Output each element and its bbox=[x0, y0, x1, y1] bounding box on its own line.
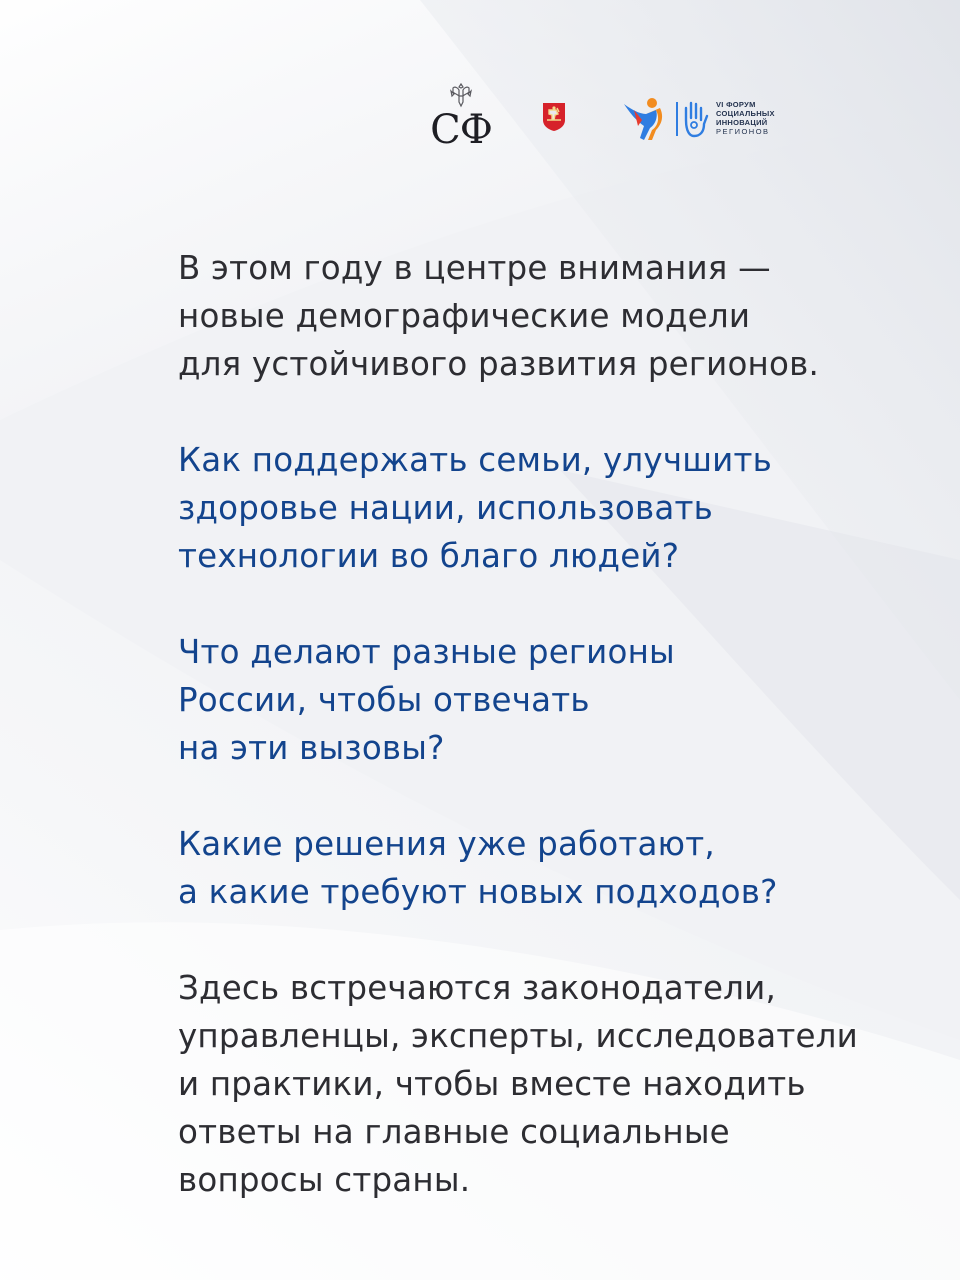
closing-paragraph bbox=[178, 964, 938, 1204]
text-line: и практики, чтобы вместе находить bbox=[178, 1065, 806, 1103]
jumping-person-icon bbox=[622, 96, 666, 142]
question-paragraph-solutions bbox=[178, 820, 938, 916]
sf-logo-text: СФ bbox=[430, 107, 492, 153]
text-line: технологии во благо людей? bbox=[178, 537, 680, 575]
header-logos bbox=[410, 82, 790, 162]
social-innovations-forum-logo bbox=[622, 96, 792, 146]
text-line: на эти вызовы? bbox=[178, 729, 445, 767]
text-line: для устойчивого развития регионов. bbox=[178, 345, 819, 383]
question-paragraph-families bbox=[178, 436, 938, 580]
moscow-coat-of-arms-icon bbox=[542, 102, 566, 132]
forum-subtitle: РЕГИОНОВ bbox=[716, 127, 770, 136]
double-headed-eagle-icon bbox=[447, 82, 475, 108]
text-line: ответы на главные социальные bbox=[178, 1113, 730, 1151]
text-line: Как поддержать семьи, улучшить bbox=[178, 441, 772, 479]
text-line: здоровье нации, использовать bbox=[178, 489, 713, 527]
text-line: В этом году в центре внимания — bbox=[178, 249, 771, 287]
forum-title bbox=[716, 100, 775, 136]
text-line: управленцы, эксперты, исследователи bbox=[178, 1017, 858, 1055]
text-line: Какие решения уже работают, bbox=[178, 825, 715, 863]
forum-title-line: VI ФОРУМ bbox=[716, 100, 756, 109]
text-line: вопросы страны. bbox=[178, 1161, 471, 1199]
question-paragraph-regions bbox=[178, 628, 938, 772]
forum-title-line: ИННОВАЦИЙ bbox=[716, 118, 768, 127]
text-line: Здесь встречаются законодатели, bbox=[178, 969, 776, 1007]
intro-paragraph bbox=[178, 244, 938, 388]
forum-title-line: СОЦИАЛЬНЫХ bbox=[716, 109, 775, 118]
federation-council-logo bbox=[416, 82, 506, 156]
hand-icon bbox=[674, 98, 710, 140]
text-line: а какие требуют новых подходов? bbox=[178, 873, 778, 911]
main-text bbox=[178, 244, 938, 1252]
text-line: России, чтобы отвечать bbox=[178, 681, 590, 719]
text-line: Что делают разные регионы bbox=[178, 633, 675, 671]
text-line: новые демографические модели bbox=[178, 297, 751, 335]
